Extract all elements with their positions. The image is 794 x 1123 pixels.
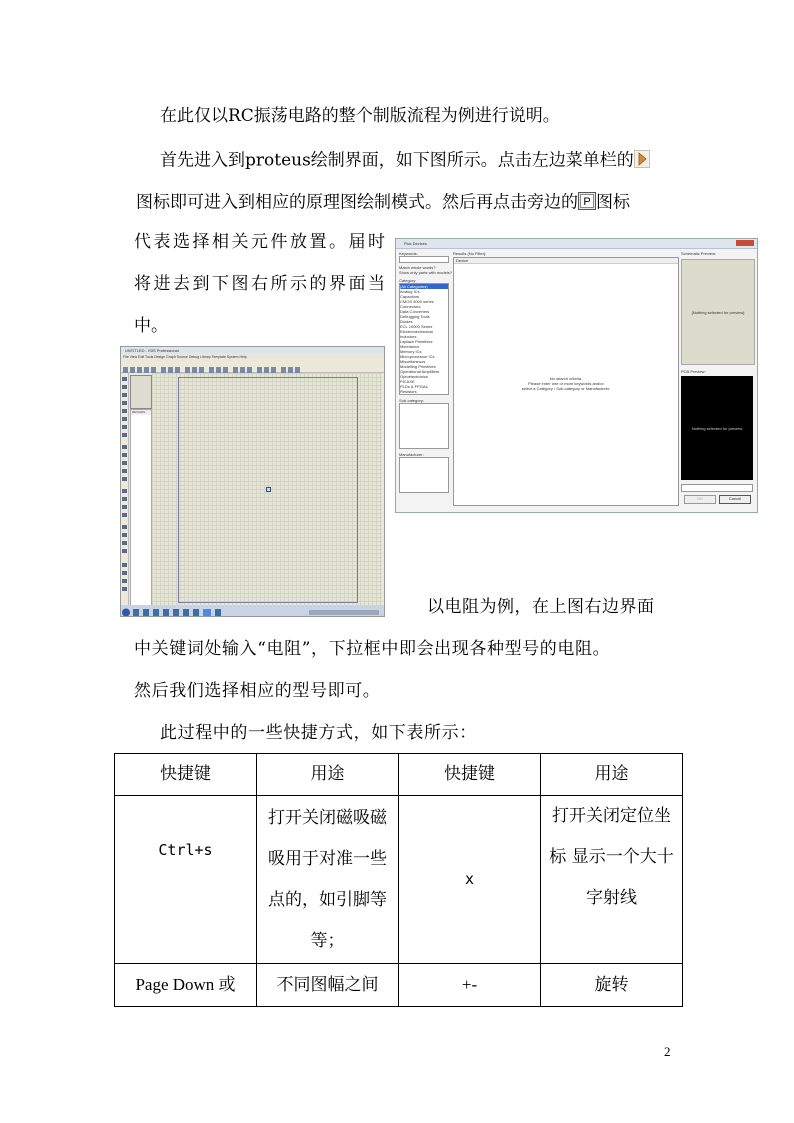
category-label: Category: xyxy=(399,278,417,283)
category-list[interactable] xyxy=(399,283,449,395)
shortcut-key-cell xyxy=(115,796,257,964)
dialog-title: Pick Devices xyxy=(404,241,427,246)
paragraph-line: 此过程中的一些快捷方式，如下表所示： xyxy=(160,723,477,743)
table-header-cell: 快捷键 xyxy=(115,754,257,796)
manufacturer-list[interactable] xyxy=(399,457,449,493)
paragraph-text: 首先进入到proteus绘制界面，如下图所示。点击左边菜单栏的 xyxy=(160,150,634,171)
device-panel-header: DEVICES xyxy=(131,410,151,415)
left-tool-icons xyxy=(121,373,128,605)
table-row xyxy=(115,964,683,1007)
shortcut-use-cell xyxy=(541,796,683,964)
editing-grid[interactable] xyxy=(152,373,382,605)
cancel-button[interactable]: Cancel xyxy=(719,495,751,504)
isis-screenshot xyxy=(120,346,385,617)
paragraph-line xyxy=(136,192,630,214)
schematic-preview-label: Schematic Preview: xyxy=(681,251,717,256)
page-number: 2 xyxy=(664,1044,671,1059)
package-select[interactable] xyxy=(681,484,753,492)
category-item[interactable]: Capacitors xyxy=(400,294,420,299)
select-arrow-icon xyxy=(634,150,650,172)
category-item[interactable]: Debugging Tools xyxy=(400,314,430,319)
no-results-line: No search criteria. xyxy=(549,376,583,381)
category-item[interactable]: Electromechanical xyxy=(400,329,433,334)
shortcut-use-cell xyxy=(257,796,399,964)
pick-icon-letter: P xyxy=(583,196,591,208)
category-item[interactable]: ECL 10000 Series xyxy=(400,324,433,329)
keywords-label: Keywords: xyxy=(399,251,418,256)
shortcut-use-cell xyxy=(541,964,683,1007)
pcb-preview-label: PCB Preview: xyxy=(681,369,706,374)
device-panel xyxy=(130,409,152,607)
ok-button[interactable]: OK xyxy=(684,495,716,504)
category-item[interactable]: Operational Amplifiers xyxy=(400,369,440,374)
category-item[interactable]: Memory ICs xyxy=(400,349,422,354)
shortcut-key: x xyxy=(464,870,475,888)
pcb-preview-empty: Nothing selected for preview xyxy=(691,426,743,431)
dialog-titlebar xyxy=(396,239,757,249)
category-item[interactable]: Microprocessor ICs xyxy=(400,354,435,359)
paragraph-line: 然后我们选择相应的型号即可。 xyxy=(134,681,381,701)
pick-devices-icon xyxy=(578,192,596,214)
shortcut-use: 不同图幅之间 xyxy=(276,974,379,995)
window-controls xyxy=(736,240,754,246)
table-row xyxy=(115,796,683,964)
isis-menubar: File View Edit Tools Design Graph Source Debug Library Template System Help xyxy=(123,355,247,359)
shortcut-key-cell xyxy=(399,796,541,964)
paragraph-text: 图标 xyxy=(596,192,630,213)
subcategory-label: Sub-category: xyxy=(399,398,424,403)
table-header-cell: 快捷键 xyxy=(399,754,541,796)
device-column-header[interactable]: Device xyxy=(454,258,678,264)
paragraph-line: 以电阻为例，在上图右边界面 xyxy=(427,597,655,617)
isis-left-toolbar xyxy=(121,373,129,605)
paragraph-text: 图标即可进入到相应的原理图绘制模式。然后再点击旁边的 xyxy=(136,192,578,213)
isis-toolbar xyxy=(121,362,384,373)
category-item[interactable]: Mechanics xyxy=(400,344,420,349)
shortcut-use: 旋转 xyxy=(594,974,629,995)
category-item[interactable]: Miscellaneous xyxy=(400,359,426,364)
table-header-cell: 用途 xyxy=(257,754,399,796)
paragraph-line: 将进去到下图右所示的界面当 xyxy=(134,274,388,294)
paragraph-line xyxy=(160,150,650,172)
manufacturer-label: Manufacturer: xyxy=(399,452,424,457)
category-item[interactable]: Laplace Primitives xyxy=(400,339,433,344)
shortcut-key: Ctrl+s xyxy=(158,841,213,859)
category-item[interactable]: Analog ICs xyxy=(400,289,420,294)
results-list[interactable] xyxy=(453,257,679,506)
origin-marker xyxy=(266,487,271,492)
paragraph-line: 中关键词处输入“电阻”，下拉框中即会出现各种型号的电阻。 xyxy=(134,639,611,659)
category-item[interactable]: (All Categories) xyxy=(400,284,448,289)
shortcut-use-cell xyxy=(257,964,399,1007)
isis-titlebar xyxy=(121,347,384,354)
category-item[interactable]: Optoelectronics xyxy=(400,374,428,379)
schematic-preview xyxy=(681,259,755,365)
shortcut-key-cell xyxy=(115,964,257,1007)
results-label: Results (No Filter): xyxy=(453,251,487,256)
match-whole-words[interactable]: Match whole words? xyxy=(399,265,436,270)
category-item[interactable]: Inductors xyxy=(400,334,417,339)
keywords-input[interactable] xyxy=(399,256,449,263)
table-header-cell: 用途 xyxy=(541,754,683,796)
taskbar-icons xyxy=(121,607,384,617)
category-item[interactable]: Connectors xyxy=(400,304,421,309)
paragraph-line: 代表选择相关元件放置。届时 xyxy=(134,232,388,252)
pcb-preview xyxy=(681,376,753,480)
table-header-row xyxy=(115,754,683,796)
subcategory-list[interactable] xyxy=(399,403,449,449)
category-item[interactable]: Diodes xyxy=(400,319,413,324)
shortcut-key: Page Down 或 xyxy=(135,975,236,994)
shortcut-use: 打开关闭定位坐标 显示一个大十字射线 xyxy=(549,806,674,908)
category-item[interactable]: PLDs & FPGAs xyxy=(400,384,428,389)
category-item[interactable]: Data Converters xyxy=(400,309,430,314)
paragraph-line: 中。 xyxy=(134,316,168,336)
no-results-line: select a Category / Sub-category or Manufacturer. xyxy=(521,386,611,391)
category-item[interactable]: PICAXE xyxy=(400,379,415,384)
shortcut-table xyxy=(114,753,683,1007)
shortcut-use: 打开关闭磁吸磁吸用于对准一些点的，如引脚等等； xyxy=(268,807,387,951)
taskbar xyxy=(121,605,384,616)
category-item[interactable]: CMOS 4000 series xyxy=(400,299,434,304)
overview-window xyxy=(130,375,152,409)
shortcut-key: +- xyxy=(461,975,478,994)
schematic-preview-empty: [Nothing selected for preview] xyxy=(691,310,745,315)
filter-pane xyxy=(399,251,452,509)
category-item[interactable]: Modelling Primitives xyxy=(400,364,436,369)
pick-devices-screenshot xyxy=(395,238,758,513)
isis-title: UNTITLED - ISIS Professional xyxy=(125,348,179,353)
no-results-line: Please enter one or more keywords and/or xyxy=(528,381,604,386)
show-only-models[interactable]: Show only parts with models? xyxy=(399,270,452,275)
shortcut-key-cell xyxy=(399,964,541,1007)
category-item[interactable]: Resistors xyxy=(400,389,417,394)
paragraph-intro: 在此仅以RC振荡电路的整个制版流程为例进行说明。 xyxy=(160,106,560,126)
